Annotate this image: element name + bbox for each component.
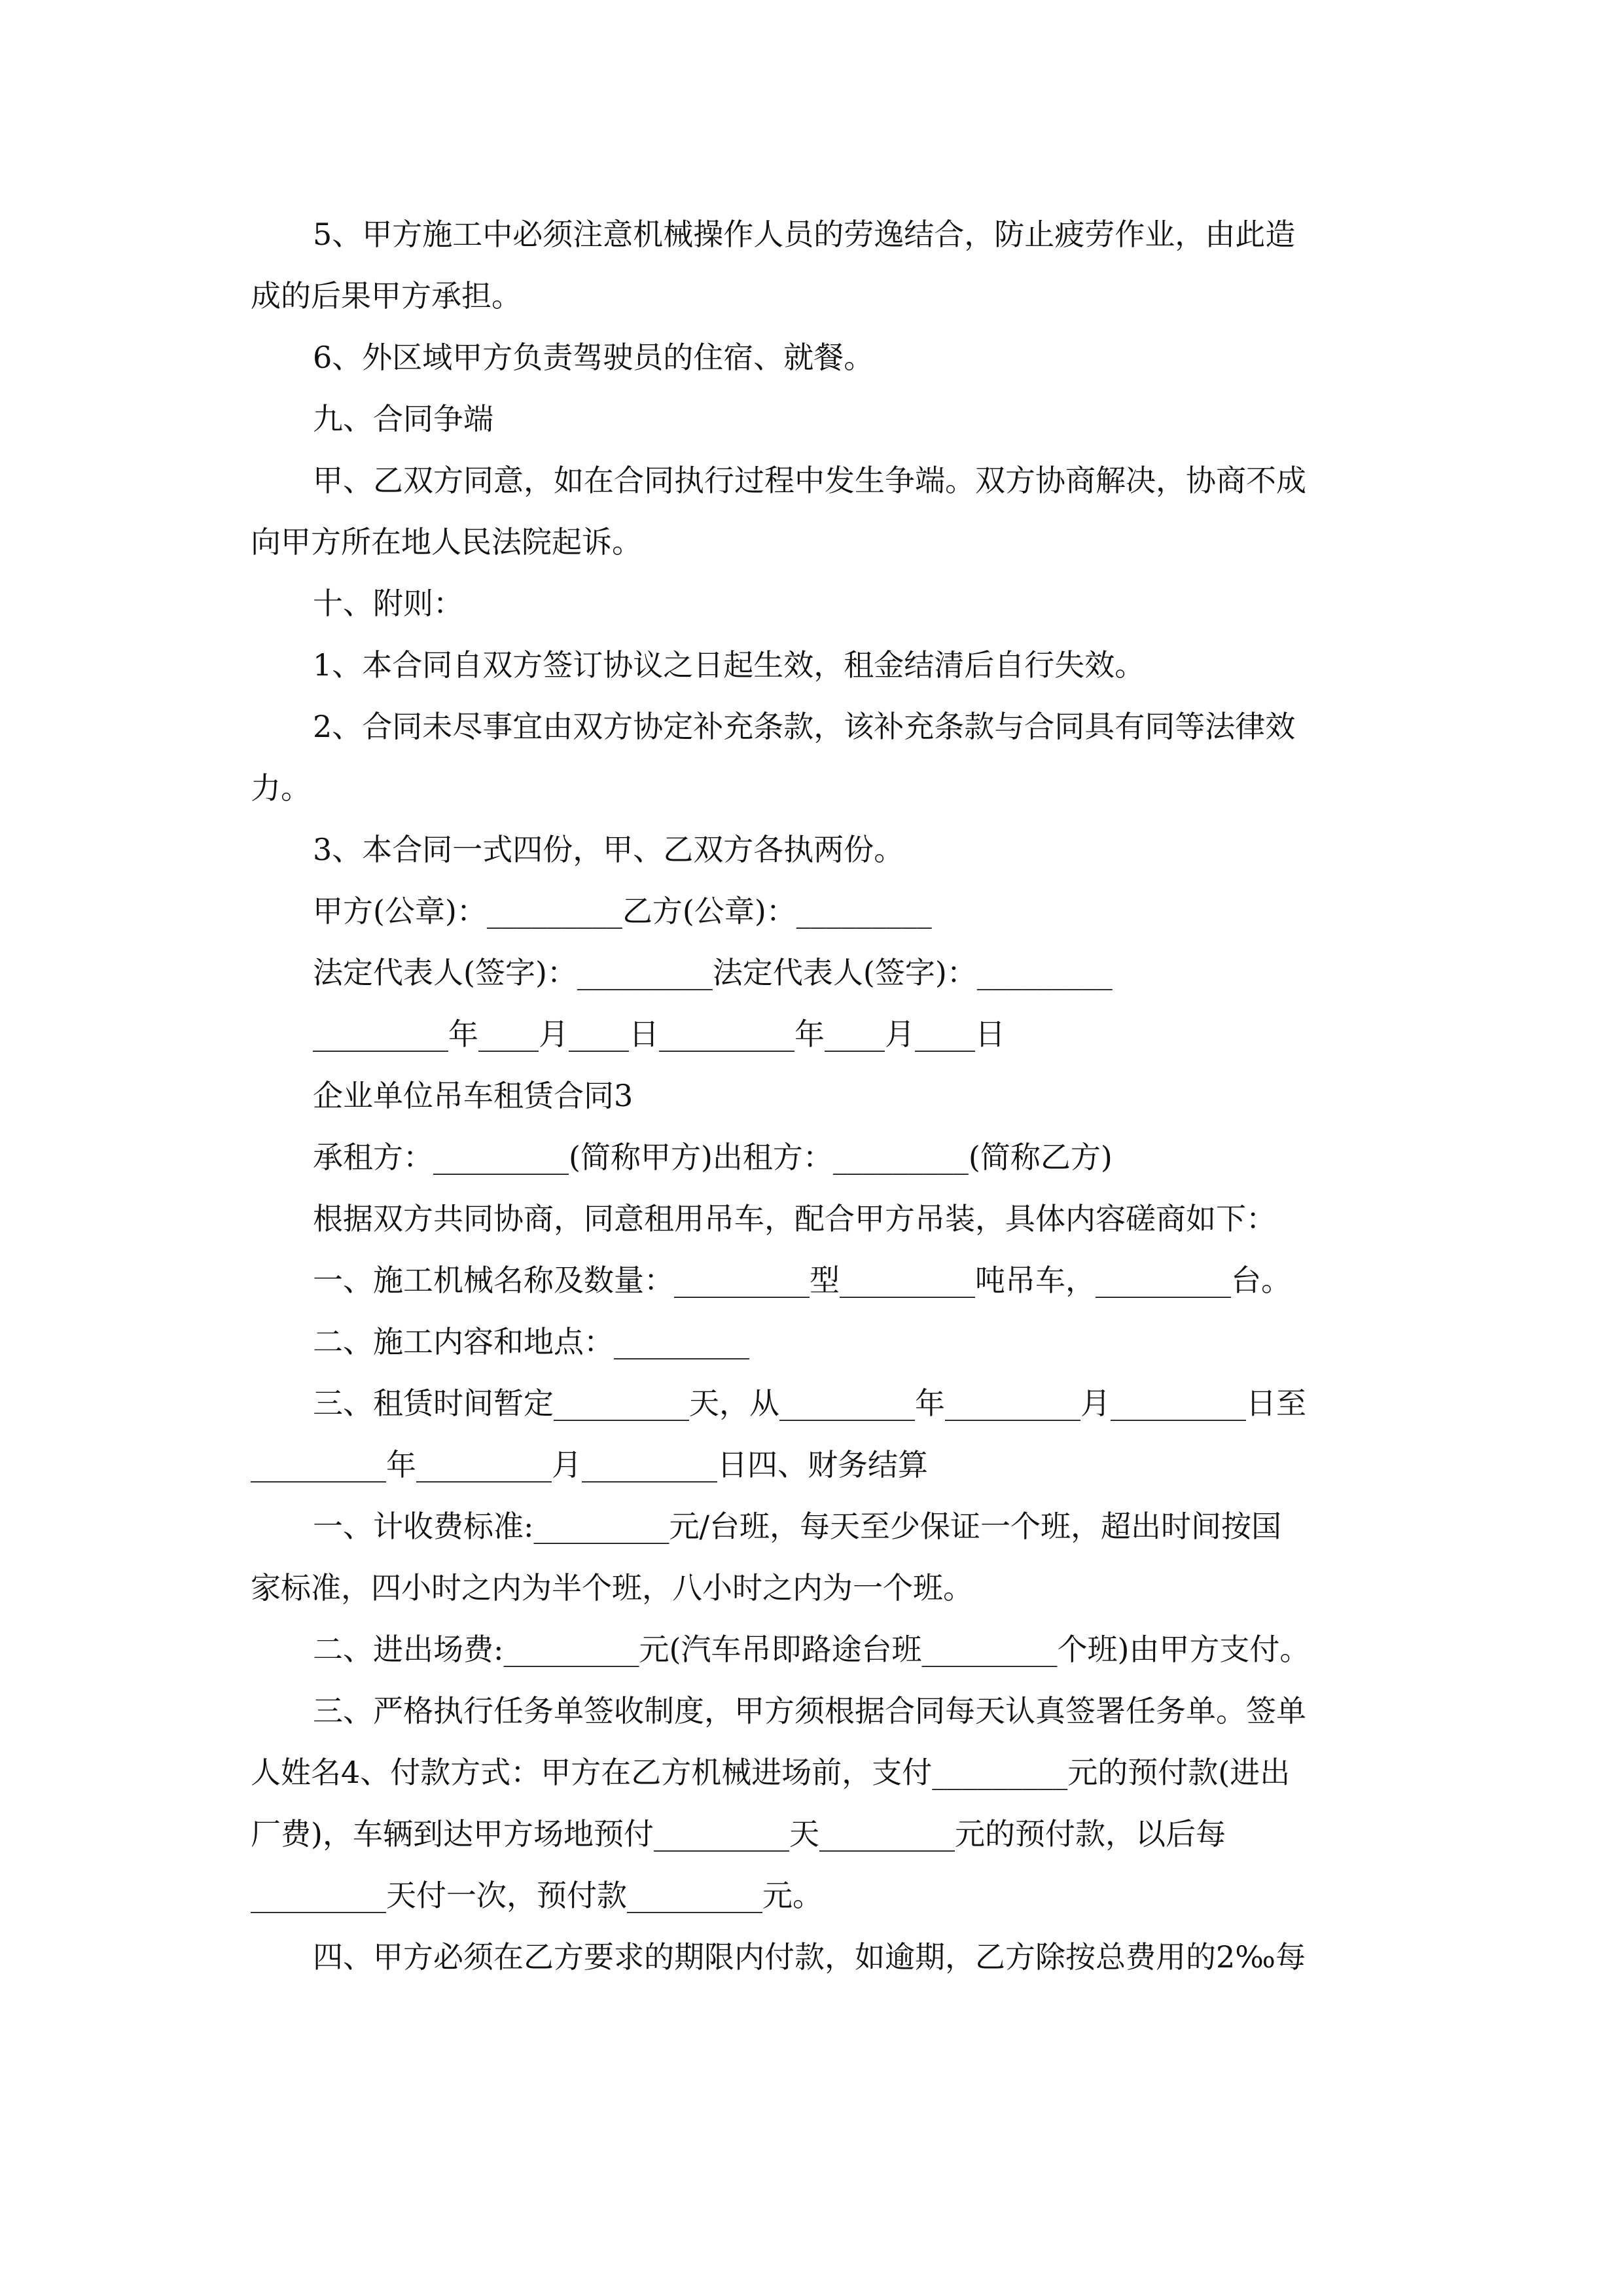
fee-standard-line-2: 家标准，四小时之内为半个班，八小时之内为一个班。 bbox=[251, 1570, 973, 1605]
work-location-line: 二、施工内容和地点：_________ bbox=[313, 1324, 749, 1359]
task-order-line-2: 人姓名4、付款方式：甲方在乙方机械进场前，支付_________元的预付款(进出 bbox=[251, 1755, 1291, 1790]
lease-period-line-1: 三、租赁时间暂定_________天，从_________年_________月_________日至 bbox=[313, 1386, 1306, 1421]
machinery-line: 一、施工机械名称及数量：_________型_________吨吊车，_________台。 bbox=[313, 1263, 1291, 1298]
clause-6: 6、外区域甲方负责驾驶员的住宿、就餐。 bbox=[313, 340, 874, 375]
clause-5-line-1: 5、甲方施工中必须注意机械操作人员的劳逸结合，防止疲劳作业，由此造 bbox=[313, 217, 1296, 252]
date-line: _________年____月____日_________年____月____日 bbox=[313, 1016, 1005, 1052]
preamble-line: 根据双方共同协商，同意租用吊车，配合甲方吊装，具体内容磋商如下： bbox=[313, 1201, 1276, 1236]
contract-3-title: 企业单位吊车租赁合同3 bbox=[313, 1078, 633, 1113]
site-fee-line: 二、进出场费:_________元(汽车吊即路途台班_________个班)由甲方支付。 bbox=[313, 1632, 1310, 1667]
appendix-item-2-line-1: 2、合同未尽事宜由双方协定补充条款，该补充条款与合同具有同等法律效 bbox=[313, 709, 1296, 744]
task-order-line-3: 厂费)，车辆到达甲方场地预付_________天_________元的预付款，以后每 bbox=[251, 1816, 1226, 1852]
dispute-line-1: 甲、乙双方同意，如在合同执行过程中发生争端。双方协商解决，协商不成 bbox=[313, 463, 1306, 498]
seal-line: 甲方(公章)：_________乙方(公章)：_________ bbox=[313, 893, 932, 929]
section-9-heading: 九、合同争端 bbox=[313, 401, 493, 437]
appendix-item-1: 1、本合同自双方签订协议之日起生效，租金结清后自行失效。 bbox=[313, 647, 1145, 683]
dispute-line-2: 向甲方所在地人民法院起诉。 bbox=[251, 524, 642, 560]
appendix-item-3: 3、本合同一式四份，甲、乙双方各执两份。 bbox=[313, 832, 904, 867]
payment-deadline-line: 四、甲方必须在乙方要求的期限内付款，如逾期，乙方除按总费用的2‰每 bbox=[313, 1939, 1306, 1975]
task-order-line-4: _________天付一次，预付款_________元。 bbox=[251, 1878, 823, 1913]
signature-line: 法定代表人(签字)：_________法定代表人(签字)：_________ bbox=[313, 955, 1113, 990]
appendix-item-2-line-2: 力。 bbox=[251, 770, 311, 806]
lease-period-line-2: _________年_________月_________日四、财务结算 bbox=[251, 1447, 928, 1482]
fee-standard-line-1: 一、计收费标准:_________元/台班，每天至少保证一个班，超出时间按国 bbox=[313, 1509, 1281, 1544]
parties-line: 承租方：_________(简称甲方)出租方：_________(简称乙方) bbox=[313, 1139, 1113, 1175]
clause-5-line-2: 成的后果甲方承担。 bbox=[251, 278, 522, 314]
section-10-heading: 十、附则： bbox=[313, 586, 463, 621]
task-order-line-1: 三、严格执行任务单签收制度，甲方须根据合同每天认真签署任务单。签单 bbox=[313, 1693, 1306, 1729]
